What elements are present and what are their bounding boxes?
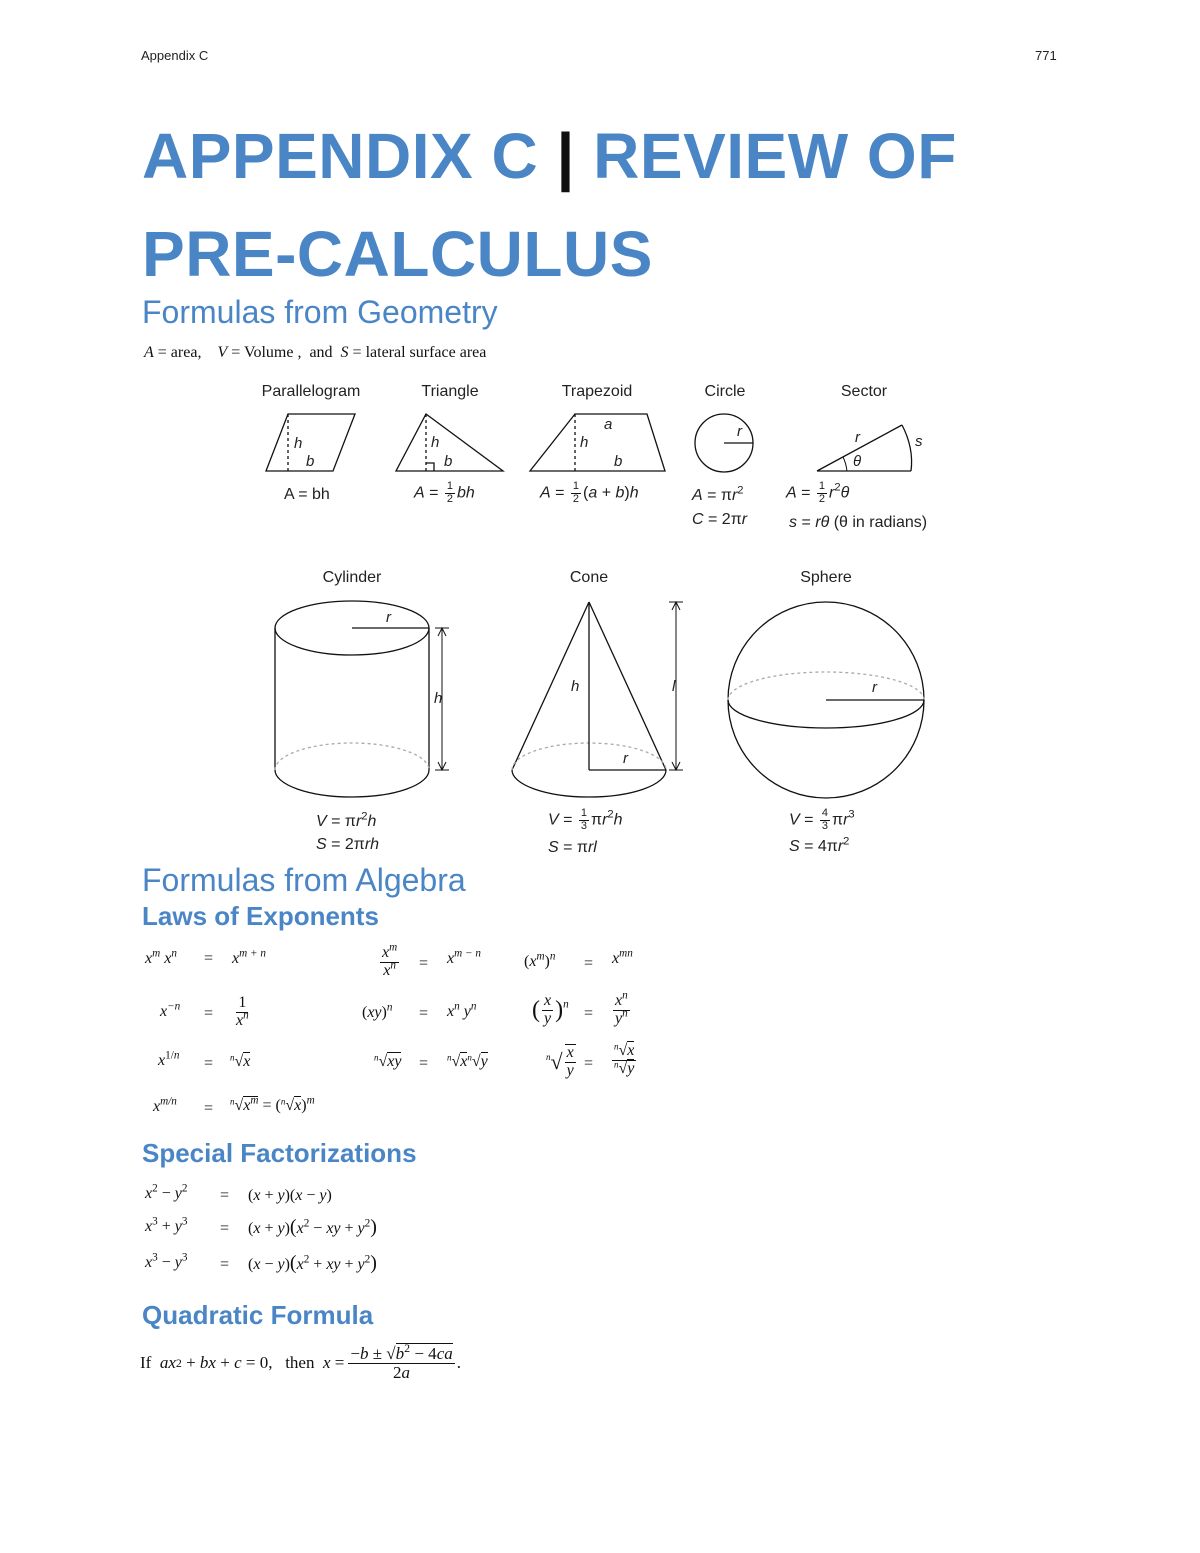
svg-text:l: l [672,678,676,695]
svg-text:r: r [623,750,628,767]
svg-text:b: b [444,453,453,470]
quadratic-formula: If ax 2 + bx + c = 0, then x = $\frac{-b \pm √b^2 - 4ca}{2a}$ . [140,1340,461,1382]
exp-law-product-result: $x^{m + n}$ [232,947,266,967]
cone-shape [512,602,683,797]
quadratic-if: If [140,1353,152,1373]
exp-law-product-power: (xy)$^n$ [362,1001,393,1021]
svg-text:b: b [306,453,315,470]
solid-shapes-figure [0,560,1200,810]
cylinder-surface-formula: S = 2πrh [316,836,380,853]
parallelogram-formula: A = bh [284,486,330,503]
exp-law-rational-result: $^n√x^m = (^n√x)^m$ [230,1094,315,1114]
circle-label: Circle [704,383,746,400]
svg-text:a: a [604,416,613,433]
sum-of-cubes-result: $(x + y)(x^2$ − xy + $y^2$) [248,1216,377,1238]
sphere-label: Sphere [800,569,852,586]
page-number: 771 [1035,48,1057,63]
definitions-line [144,344,486,362]
equals-sign: = [220,1256,230,1273]
equals-sign: = [204,1100,214,1117]
equals-sign: = [220,1220,230,1237]
exp-law-power-result: $x^{mn}$ [612,947,633,967]
exp-law-fractional: $x^{1/n}$ [158,1049,180,1069]
trapezoid-formula: A = $\frac{1}{2}$ (a + b)h [540,480,639,505]
def-lateral: = lateral surface area [348,344,487,361]
svg-text:h: h [294,435,303,452]
sum-of-cubes: $x^3 + y^3$ [145,1215,188,1235]
sector-shape [817,425,912,471]
exp-law-product-power-result: $x^n$ $y^n$ [447,1000,477,1020]
def-V: V [217,344,228,361]
equals-sign: = [419,1005,429,1022]
difference-of-cubes-result: $(x - y)(x^2$ + xy + $y^2$) [248,1252,377,1274]
equals-sign: = [204,1005,214,1022]
cylinder-shape [275,601,449,797]
sector-note: (θ in radians) [833,514,928,531]
trapezoid-label: Trapezoid [561,383,633,400]
difference-of-squares-result: (x + y)(x − y) [248,1187,332,1204]
sphere-shape [728,602,924,798]
cone-label: Cone [569,569,609,586]
exponents-heading: Laws of Exponents [142,901,379,931]
equals-sign: = [584,1055,594,1072]
svg-text:h: h [571,678,580,695]
sector-label: Sector [840,383,888,400]
equals-sign: = [419,1055,429,1072]
title-separator: | [556,120,575,192]
algebra-heading: Formulas from Algebra [142,862,466,898]
title-part-review: REVIEW OF [574,120,957,192]
running-header-left: Appendix C [141,48,209,63]
cylinder-label: Cylinder [322,569,382,586]
svg-text:h: h [434,690,443,707]
title-part-appendix: APPENDIX C [142,120,557,192]
circle-area-formula: $A = \pi r^2$ [692,484,744,504]
circle-shape [695,414,753,472]
equals-sign: = [584,955,594,972]
exp-law-quotient-result: $x^{m - n}$ [447,947,481,967]
sector-arc-formula: s = rθ (θ in radians) [789,514,928,531]
difference-of-squares: $x^2 - y^2$ [145,1182,188,1202]
exp-law-quotient-power: ( $\frac{x}{y}$ )$^n$ [532,992,569,1027]
svg-text:s: s [915,433,923,450]
triangle-formula: A = $\frac{1}{2}$ bh [414,480,475,505]
sector-area-formula: A = $\frac{1}{2}$ $r^2\theta$ [786,480,850,505]
exp-law-negative-result: $\frac{1}{x^n}$ [236,994,249,1029]
equals-sign: = [419,955,429,972]
sphere-surface-formula: $S = 4\pi r^2$ [789,835,850,855]
root-quotient-result: $\frac{^n√x}{^n√y}$ [614,1041,635,1077]
trapezoid-shape [530,414,665,471]
cylinder-volume-formula: $V = \pi r^2h$ [316,810,377,830]
def-S: S [340,344,349,361]
svg-text:r: r [737,423,742,440]
plane-shapes-figure [0,370,1200,550]
page-title-line2: PRE-CALCULUS [142,218,653,290]
equals-sign: = [204,1055,214,1072]
equals-sign: = [220,1187,230,1204]
exp-law-power: $(x^m)^n$ [524,950,556,970]
svg-text:r: r [855,429,860,446]
svg-text:θ: θ [853,453,862,470]
svg-text:b: b [614,453,623,470]
parallelogram-label: Parallelogram [261,383,361,400]
cone-surface-formula: S = πrl [548,839,597,856]
exp-law-negative: $x^{-n}$ [160,1000,181,1020]
root-product: $^n$√xy [374,1052,402,1070]
def-and: and [309,344,333,361]
quadratic-heading: Quadratic Formula [142,1300,374,1330]
root-product-result: $^n√x^n√y$ [447,1052,488,1070]
svg-text:h: h [431,434,440,451]
equals-sign: = [204,950,214,967]
def-volume: = Volume , [227,344,302,361]
exp-law-fractional-result: $^n$√x [230,1052,251,1070]
def-A: A [144,344,154,361]
svg-text:r: r [386,609,391,626]
exp-law-quotient: $\frac{x^m}{x^n}$ [382,941,398,979]
triangle-label: Triangle [421,383,479,400]
root-quotient: $^n$√ $\frac{x}{y}$ [546,1044,574,1079]
exp-law-rational: $x^{m/n}$ [153,1095,177,1115]
exp-law-product: $x^m$ $x^n$ [145,947,177,967]
svg-text:h: h [580,434,589,451]
svg-text:r: r [872,679,877,696]
circle-circumference-formula: C = 2πr [692,511,748,528]
difference-of-cubes: $x^3 - y^3$ [145,1251,188,1271]
quadratic-then: then [285,1353,315,1373]
page-title-line1 [142,120,957,192]
factorizations-heading: Special Factorizations [142,1138,417,1168]
sphere-volume-formula: V = $\frac{4}{3}$ $\pi r^3$ [789,807,855,832]
def-area: = area, [153,344,202,361]
exp-law-quotient-power-result: $\frac{x^n}{y^n}$ [615,989,628,1027]
geometry-heading: Formulas from Geometry [142,294,498,330]
cone-volume-formula: V = $\frac{1}{3}$ $\pi r^2h$ [548,807,623,832]
equals-sign: = [584,1005,594,1022]
